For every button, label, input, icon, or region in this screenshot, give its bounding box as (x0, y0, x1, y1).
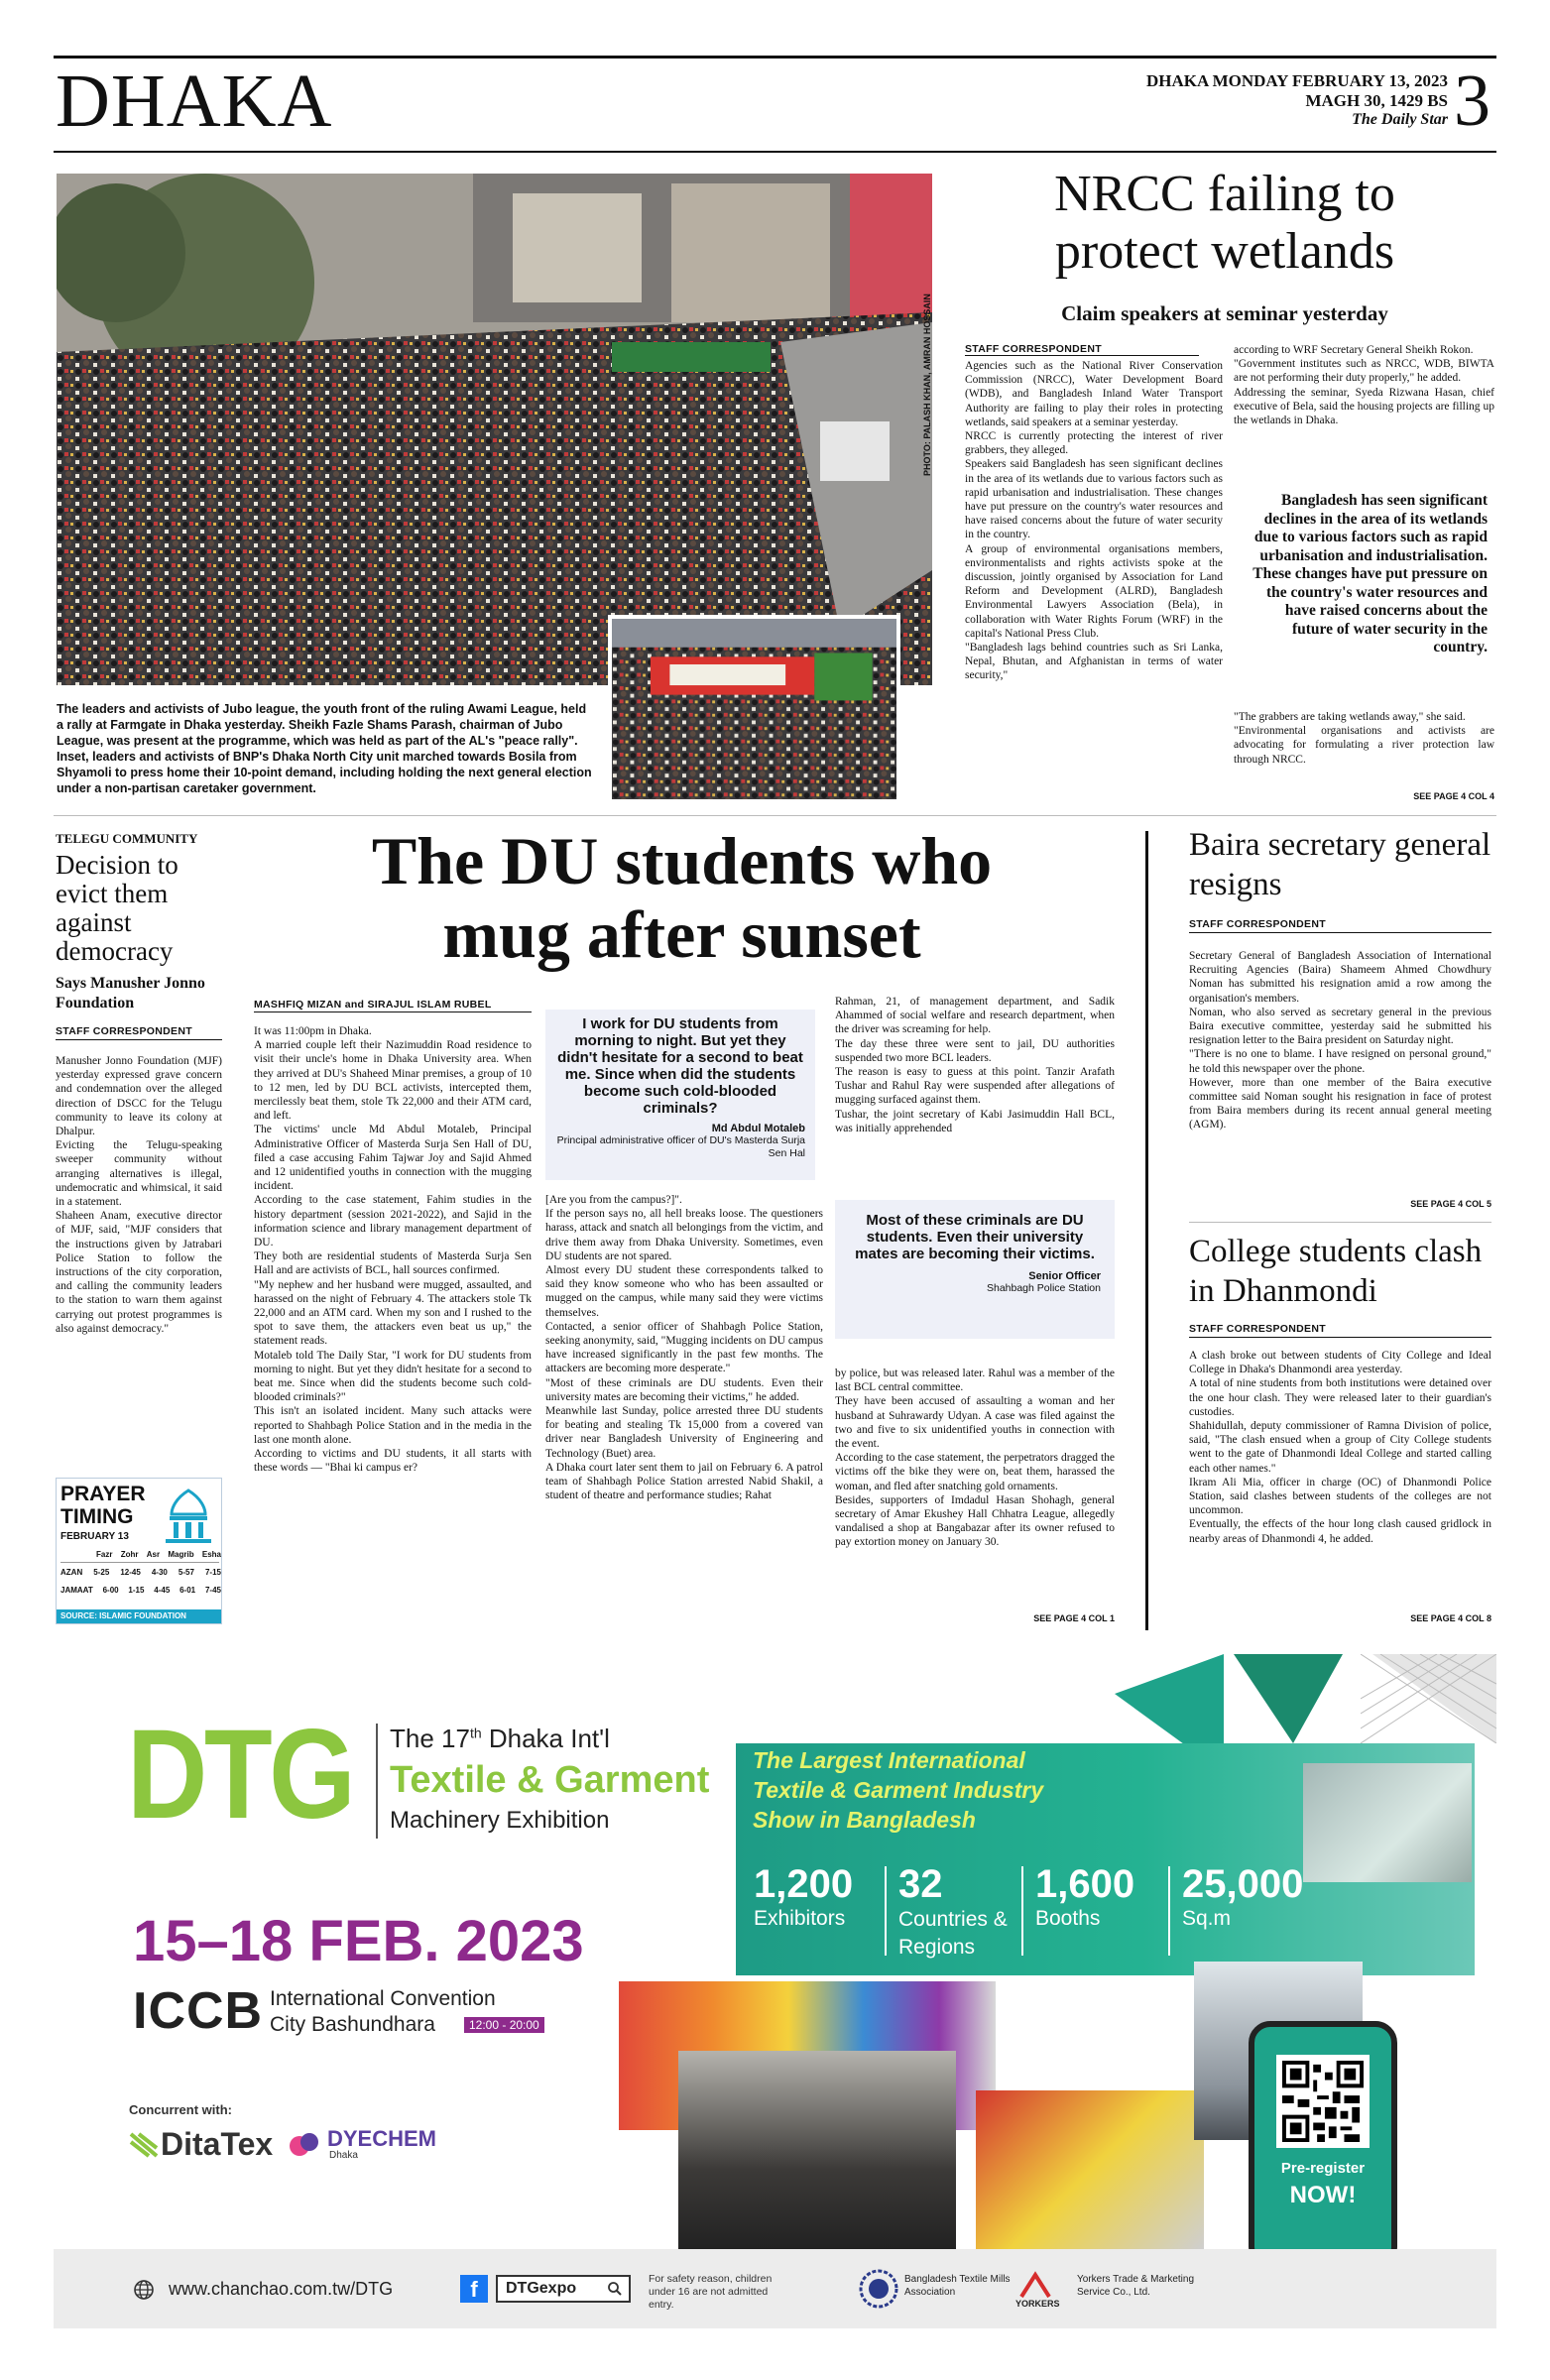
telegu-body: Manusher Jonno Foundation (MJF) yesterday expressed grave concern and condemnation over the alleged direction of DSCC for the Telugu community to leave its colony at Dhalpur. Evicting the Telugu-speaking sweeper community without arranging alternatives is illegal, undemocratic and whimsical, it said in a statement. Shaheen Anam, executive director of MJF, said, "MJF considers that the instructions given by Jatrabari Police Station to follow the instructions of the city corporation, and calling the community leaders to the station to warn them against carrying out protest programmes is also against democracy." (56, 1055, 222, 1335)
du-quote-1: I work for DU students from morning to night. But yet they didn't hesitate for a second to beat me. Since when did the students become such cold-blooded criminals? (557, 1015, 803, 1117)
machinery-photo (976, 2090, 1204, 2249)
nrcc-byline: STAFF CORRESPONDENT (965, 343, 1102, 355)
qr-code (1276, 2055, 1370, 2148)
prayer-header-row (96, 1550, 221, 1559)
bangla-date: MAGH 30, 1429 BS (1305, 91, 1448, 110)
tagline-1: The Largest International (753, 1747, 1025, 1773)
prayer-box (56, 1478, 222, 1624)
prayer-row-jamaat (60, 1586, 221, 1595)
prayer-header: Asr (146, 1550, 161, 1559)
stat-divider (1168, 1866, 1170, 1956)
dtg-logo-rule (376, 1724, 378, 1839)
rally-photo (57, 174, 932, 685)
qr-icon (1282, 2061, 1364, 2142)
dyechem-logo-icon (288, 2128, 323, 2164)
college-headline: College students clash in Dhanmondi (1189, 1234, 1483, 1309)
btma-logo-icon (859, 2269, 898, 2309)
column-rule (1145, 831, 1148, 1630)
nrcc-subhead: Claim speakers at seminar yesterday (1061, 301, 1388, 325)
du-quote-box-2 (835, 1200, 1115, 1339)
dtg-venue-code: ICCB (133, 1982, 264, 2040)
prayer-date: FEBRUARY 13 (60, 1531, 129, 1542)
prayer-header: Zohr (120, 1550, 139, 1559)
section-divider (54, 815, 1496, 816)
prayer-time: 7-15 (204, 1568, 221, 1577)
dtg-ad (54, 1654, 1496, 2328)
baira-body: Secretary General of Bangladesh Association of International Recruiting Agencies (Baira) Shameem Ahmed Chowdhury Noman has submitted his resignation amid a row among the organisation's members. Noman, who also served as secretary general in the previous Baira executive committee, yesterday said he submitted his resignation letter to the Baira president on Saturday night. "There is no one to blame. I have resigned on personal ground," he told this newspaper over the phone. However, more than one member of the Baira executive committee said Noman sought his resignation in face of protest from Baira members during its recent annual general meeting (AGM). (1189, 950, 1491, 1131)
prayer-time: 4-30 (151, 1568, 168, 1577)
masthead-top-rule (54, 56, 1496, 59)
nrcc-byline-rule (965, 355, 1199, 356)
dtg-title-suffix: Dhaka Int'l (481, 1724, 610, 1753)
dtg-venue-2: City Bashundhara (270, 2013, 435, 2036)
nrcc-headline-2: protect wetlands (1054, 223, 1395, 280)
prayer-header: Magrib (168, 1550, 194, 1559)
du-col-1: It was 11:00pm in Dhaka. A married couple left their Nazimuddin Road residence to visit their uncle's home in Dhaka University area. When they arrived at DU's Shaheed Minar premises, a group of 10 to 12 men, led by DU BCL activists, intercepted them, mercilessly beat them, stole Tk 22,000 and their ATM card, and left. The victims' uncle Md Abdul Motaleb, Principal Administrative Officer of Masterda Surja Sen Hall of DU, filed a case accusing Fahim Tajwar Joy and Sajid Ahmed and 12 unidentified youths in connection with the mugging incident. According to the case statement, Fahim studies in the history department (session 2021-2022), and Sajid in the information science and library management department of DU. They both are residential students of Masterda Surja Sen Hall and are activists of BCL, hall sources confirmed. "My nephew and her husband were mugged, assaulted, and harassed on the night of February 4. The attackers stole Tk 22,000 and an ATM card. When my son and I rushed to the spot to save them, the attackers even beat us up," the statement reads. Motaleb told The Daily Star, "I work for DU students from morning to night. But yet they didn't hesitate for a second to beat me. Since when did the students become such cold-blooded criminals?" This isn't an isolated incident. Many such attacks were reported to Shahbagh Police Station and in the media in the last one month alone. According to victims and DU students, it all starts with these words — "Bhai ki campus er? (254, 1025, 532, 1475)
telegu-byline-rule (56, 1039, 222, 1040)
partner-dyechem: DYECHEM (327, 2126, 437, 2151)
du-see-page: SEE PAGE 4 COL 1 (1033, 1613, 1115, 1623)
search-icon (607, 2281, 623, 2297)
prayer-source: SOURCE: ISLAMIC FOUNDATION (57, 1609, 221, 1623)
prayer-header: Fazr (96, 1550, 113, 1559)
du-byline: MASHFIQ MIZAN and SIRAJUL ISLAM RUBEL (254, 999, 492, 1011)
prayer-title-2: TIMING (60, 1505, 134, 1528)
college-byline-rule (1189, 1337, 1491, 1338)
baira-headline: Baira secretary general resigns (1189, 827, 1491, 902)
du-quote-1-name: Md Abdul Motaleb (711, 1123, 805, 1134)
baira-byline-rule (1189, 932, 1491, 933)
prayer-time: 6-00 (102, 1586, 119, 1595)
preregister-phone[interactable] (1249, 2021, 1397, 2269)
ad-safety: For safety reason, children under 16 are not admitted entry. (649, 2273, 773, 2311)
nrcc-pull-quote: Bangladesh has seen significant declines in the area of its wetlands due to various factors such as rapid urbanisation and industrialisation. These changes have put pressure on the country's water resources and have raised concerns about the future of water security in the country. (1252, 492, 1488, 655)
stat-countries (898, 1862, 1017, 1962)
prayer-time: 6-01 (179, 1586, 196, 1595)
tagline-2: Textile & Garment Industry (753, 1777, 1044, 1803)
stat-number: 1,600 (1035, 1862, 1135, 1906)
du-headline-1: The DU students who (371, 823, 993, 898)
exhibition-photo (1303, 1763, 1472, 1882)
nrcc-headline-1: NRCC failing to (1054, 166, 1395, 222)
du-quote-2-title: Shahbagh Police Station (986, 1282, 1101, 1294)
date-line: DHAKA MONDAY FEBRUARY 13, 2023 (1146, 71, 1448, 90)
baira-see-page: SEE PAGE 4 COL 5 (1410, 1199, 1491, 1209)
dtg-title-green: Textile & Garment (390, 1759, 710, 1801)
nrcc-see-page: SEE PAGE 4 COL 4 (1413, 791, 1494, 801)
du-headline-2: mug after sunset (442, 896, 921, 972)
prayer-time: 5-57 (178, 1568, 194, 1577)
du-quote-box-1 (545, 1010, 815, 1180)
du-col-2: [Are you from the campus?]". If the person says no, all hell breaks loose. The questioners harass, attack and snatch all belongings from the victim, and drive them away from Dhaka University. Sometimes, even DU students are not spared. Almost every DU student these correspondents talked to said they know someone who who has been assaulted or mugged on the campus, while many said they were victims themselves. Contacted, a senior officer of Shahbagh Police Station, seeking anonymity, said, "Mugging incidents on DU campus have increased significantly in the past few months. The attackers are becoming more desperate." "Most of these criminals are DU students. Even their university mates are becoming their victims," he added. Meanwhile last Sunday, police arrested three DU students for beating and stealing Tk 15,000 from a covered van driver near Bangladesh University of Engineering and Technology (Buet) area. A Dhaka court later sent them to jail on February 6. A patrol team of Shahbagh Police Station arrested Nabid Shakil, a student of theatre and performance studies; Rahat (545, 1194, 823, 1502)
prayer-time: 4-45 (154, 1586, 171, 1595)
prayer-time: 5-25 (93, 1568, 110, 1577)
tagline-3: Show in Bangladesh (753, 1807, 976, 1833)
prayer-row-rule (60, 1562, 219, 1563)
nrcc-col-2b: "The grabbers are taking wetlands away," she said. "Environmental organisations and activists are advocating for formulating a river protection law through NRCC. (1234, 711, 1494, 766)
prayer-row-azan (60, 1568, 221, 1577)
ad-org-2-logo: YORKERS (1015, 2299, 1060, 2309)
stat-exhibitors (754, 1862, 873, 1932)
nrcc-col-1: Agencies such as the National River Conservation Commission (NRCC), Water Development Board (WDB), and Bangladesh Inland Water Transport Authority are failing to play their roles in protecting wetlands, said speakers at a seminar yesterday. NRCC is currently protecting the interest of river grabbers, they alleged. Speakers said Bangladesh has seen significant declines in the area of its wetlands due to various factors such as rapid urbanisation and industrialisation. These changes have put pressure on the country's water resources and have raised concerns about the future of water security in the country. A group of environmental organisations members, environmentalists and rights activists spoke at the discussion, jointly organised by Association for Land Reform and Development (ALRD), Bangladesh Environmental Lawyers Association (Bela), in collaboration with Water Rights Forum (WRF) in the capital's National Press Club. "Bangladesh lags behind countries such as Sri Lanka, Nepal, Bhutan, and Afghanistan in terms of water security," (965, 360, 1223, 682)
nrcc-col-2a: according to WRF Secretary General Sheikh Rokon. "Government institutes such as NRCC, WDB, BIWTA are not performing their duty properly," he added. Addressing the seminar, Syeda Rizwana Hasan, chief executive of Bela, said the housing projects are filling up the wetlands in Dhaka. (1234, 344, 1494, 427)
dtg-title-line-1 (390, 1724, 610, 1754)
stat-label: Sq.m (1182, 1907, 1232, 1930)
dtg-concurrent: Concurrent with: (129, 2102, 232, 2117)
photo-credit: PHOTO: PALASH KHAN, AMRAN HOSSAIN (922, 294, 932, 476)
prayer-time: 12-45 (120, 1568, 141, 1577)
prayer-time: 7-45 (204, 1586, 221, 1595)
dtg-hours: 12:00 - 20:00 (464, 2017, 544, 2033)
ad-website[interactable]: www.chanchao.com.tw/DTG (169, 2279, 394, 2299)
college-see-page: SEE PAGE 4 COL 8 (1410, 1613, 1491, 1623)
stat-number: 1,200 (754, 1862, 854, 1906)
ditatex-logo-icon (129, 2130, 159, 2160)
paper-name: The Daily Star (1352, 111, 1448, 128)
dtg-title-sup: th (469, 1725, 482, 1741)
ad-fb-box[interactable] (496, 2275, 631, 2303)
du-quote-2-name: Senior Officer (1028, 1270, 1101, 1282)
prayer-row-label: JAMAAT (60, 1586, 93, 1595)
prayer-header: Esha (201, 1550, 221, 1559)
dtg-title-sub: Machinery Exhibition (390, 1807, 610, 1834)
ad-org-2: Yorkers Trade & Marketing Service Co., Ltd. (1077, 2274, 1195, 2298)
visitors-photo (678, 2051, 956, 2249)
stat-label: Countries & Regions (898, 1908, 1008, 1959)
inset-photo (608, 615, 900, 803)
du-col-3a: Rahman, 21, of management department, and Sadik Ahammed of social welfare and research department, when the driver was screaming for help. The day these three were sent to jail, DU authorities suspended two more BCL leaders. The reason is easy to guess at this point. Tanzir Arafath Tushar and Rahul Ray were suspended after allegations of mugging surfaced against them. Tushar, the joint secretary of Kabi Jasimuddin Hall BCL, was initially apprehended (835, 996, 1115, 1134)
baira-byline: STAFF CORRESPONDENT (1189, 918, 1326, 930)
telegu-subhead: Says Manusher Jonno Foundation (56, 975, 205, 1012)
ad-org-1: Bangladesh Textile Mills Association (904, 2274, 1011, 2298)
stat-booths (1035, 1862, 1164, 1932)
dtg-title-prefix: The 17 (390, 1724, 470, 1753)
ad-decor-mesh (1361, 1654, 1496, 1743)
dtg-logo: DTG (127, 1704, 353, 1845)
section-title: DHAKA (56, 60, 333, 143)
preregister-now: NOW! (1289, 2182, 1357, 2208)
photo-caption: The leaders and activists of Jubo league, the youth front of the ruling Awami League, held a rally at Farmgate in Dhaka yesterday. Sheikh Fazle Shams Parash, chairman of Jubo League, was present at the programme, which was held as part of the AL's "peace rally". Inset, leaders and activists of BNP's Dhaka North City unit marched towards Bosila from Shyamoli to press home their 10-point demand, including holding the next general election under a non-partisan caretaker government. (57, 702, 592, 795)
masthead-bottom-rule (54, 151, 1496, 153)
page-number: 3 (1454, 60, 1490, 142)
mosque-icon (160, 1485, 217, 1544)
stat-divider (885, 1866, 887, 1956)
prayer-time: 1-15 (128, 1586, 145, 1595)
telegu-kicker: TELEGU COMMUNITY (56, 831, 198, 846)
prayer-title-1: PRAYER (60, 1483, 146, 1505)
stat-number: 32 (898, 1862, 943, 1906)
partner-dyechem-sub: Dhaka (329, 2150, 358, 2161)
college-byline: STAFF CORRESPONDENT (1189, 1323, 1326, 1335)
facebook-icon: f (460, 2275, 488, 2303)
stat-label: Exhibitors (754, 1907, 846, 1930)
yorkers-logo-icon (1017, 2271, 1053, 2301)
telegu-headline: Decision to evict them against democracy (56, 850, 179, 966)
ad-fb-handle: DTGexpo (506, 2280, 577, 2297)
stat-label: Booths (1035, 1907, 1101, 1930)
du-quote-1-title: Principal administrative officer of DU's Masterda Surja Sen Hal (556, 1134, 805, 1159)
preregister-label: Pre-register (1280, 2160, 1366, 2177)
telegu-byline: STAFF CORRESPONDENT (56, 1025, 192, 1037)
dtg-dates: 15–18 FEB. 2023 (133, 1909, 584, 1973)
prayer-row-label: AZAN (60, 1568, 83, 1577)
college-body: A clash broke out between students of City College and Ideal College in Dhaka's Dhanmondi area yesterday. A total of nine students from both institutions were detained over the one hour clash. They were released later to their guardian's custodies. Shahidullah, deputy commissioner of Ramna Division of police, said, "The clash ensued when a group of City College students went to the gate of Dhanmondi Ideal College and started calling each other names." Ikram Ali Mia, officer in charge (OC) of Dhanmondi Police Station, said clashes between students of the colleges are not uncommon. Eventually, the effects of the hour long clash caused gridlock in nearby areas of Dhanmondi 4, he added. (1189, 1350, 1491, 1545)
stat-divider (1021, 1866, 1023, 1956)
partner-ditatex: DitaTex (161, 2126, 274, 2162)
globe-icon (133, 2279, 155, 2301)
stat-number: 25,000 (1182, 1862, 1304, 1906)
du-col-3b: by police, but was released later. Rahul was a member of the last BCL central committee. They have been accused of assaulting a woman and her husband at Suhrawardy Udyan. A case was filed against the two and five to six unidentified youths in connection with the event. According to the case statement, the perpetrators dragged the victims off the bike they were on, beat them, harassed the woman, and fled after snatching gold ornaments. Besides, supporters of Imdadul Hasan Shohagh, general secretary of Amar Ekushey Hall Chhatra League, allegedly vandalised a shop at Bangabazar after its owner refused to pay extortion money on January 30. (835, 1368, 1115, 1549)
du-quote-2: Most of these criminals are DU students. Even their university mates are becoming their victims. (855, 1212, 1095, 1262)
baira-divider (1189, 1222, 1491, 1223)
dtg-venue-1: International Convention (270, 1987, 496, 2010)
